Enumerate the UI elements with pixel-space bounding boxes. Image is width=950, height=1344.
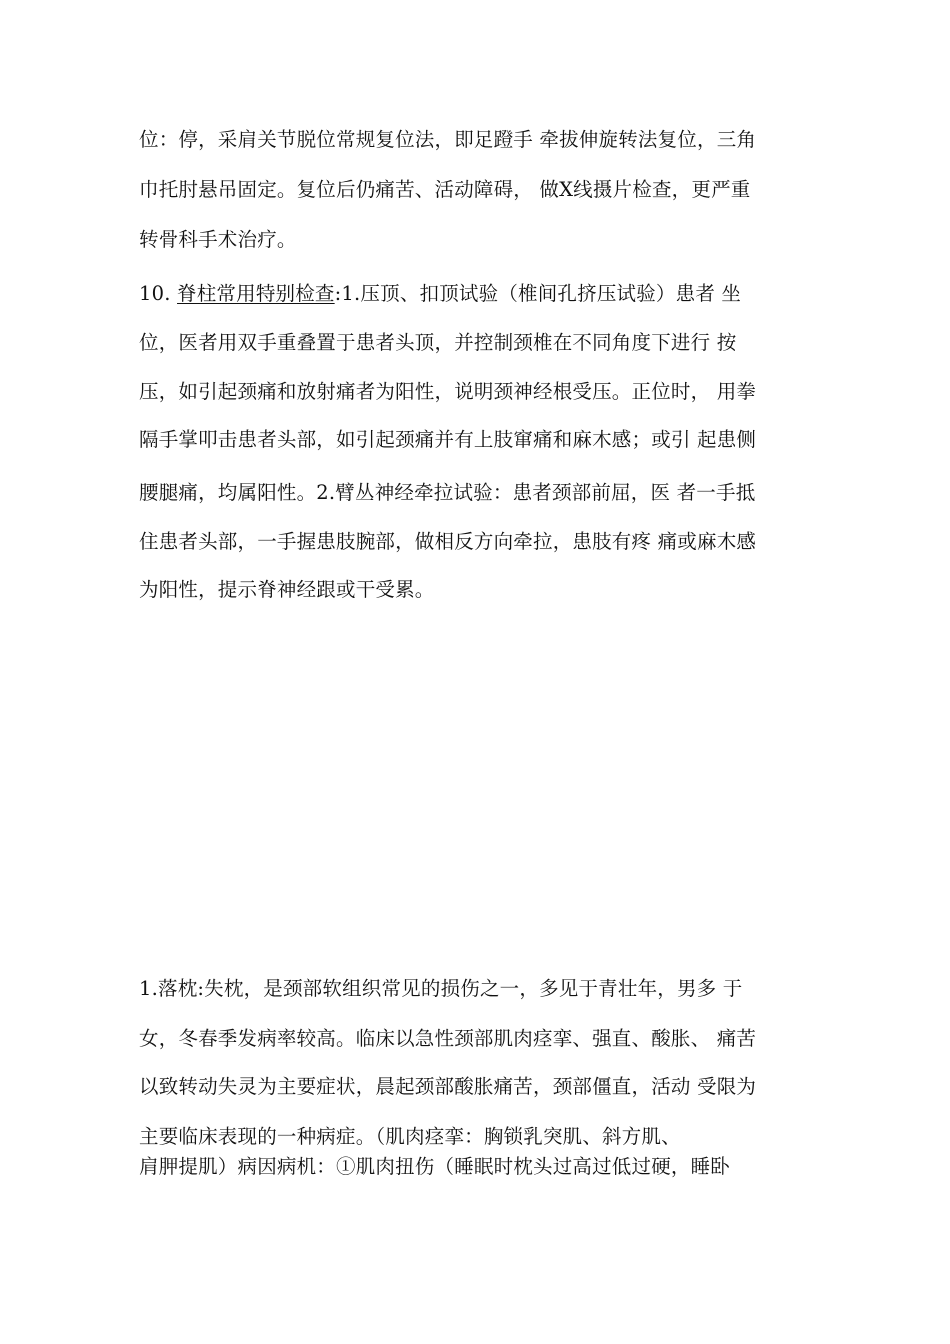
section-heading-line (139, 282, 741, 306)
text-line: 腰腿痛，均属阳性。2.臂丛神经牵拉试验：患者颈部前屈，医 者一手抵 (139, 481, 756, 504)
text-line: 主要临床表现的一种病症。（肌肉痉挛：胸锁乳突肌、斜方肌、 (139, 1125, 681, 1148)
text-line: 1.落枕:失枕，是颈部软组织常见的损伤之一，多见于青壮年，男多 于 (139, 977, 743, 1000)
text-run: :1.压顶、扣顶试验（椎间孔挤压试验）患者 坐 (334, 282, 742, 305)
text-line: 肩胛提肌）病因病机：①肌肉扭伤（睡眠时枕头过高过低过硬，睡卧 (139, 1155, 731, 1178)
text-line: 位，医者用双手重叠置于患者头顶，并控制颈椎在不同角度下进行 按 (139, 331, 737, 354)
section-number: 10. (139, 282, 171, 305)
text-line: 女，冬春季发病率较高。临床以急性颈部肌肉痉挛、强直、酸胀、 痛苦 (139, 1027, 757, 1050)
text-line: 以致转动失灵为主要症状，晨起颈部酸胀痛苦，颈部僵直，活动 受限为 (139, 1075, 757, 1098)
text-line: 压，如引起颈痛和放射痛者为阳性，说明颈神经根受压。正位时， 用拳 (139, 380, 757, 403)
text-line: 位：停，采肩关节脱位常规复位法，即足蹬手 牵拔伸旋转法复位，三角 (139, 128, 757, 151)
text-line: 巾托肘悬吊固定。复位后仍痛苦、活动障碍， 做X线摄片检查，更严重 (139, 178, 751, 201)
text-line: 隔手掌叩击患者头部，如引起颈痛并有上肢窜痛和麻木感；或引 起患侧 (139, 428, 757, 451)
text-line: 住患者头部，一手握患肢腕部，做相反方向牵拉，患肢有疼 痛或麻木感 (139, 530, 757, 553)
section-heading: 脊柱常用特别检查 (177, 282, 335, 305)
text-line: 为阳性，提示脊神经跟或干受累。 (139, 578, 435, 601)
text-line: 转骨科手术治疗。 (139, 228, 297, 251)
